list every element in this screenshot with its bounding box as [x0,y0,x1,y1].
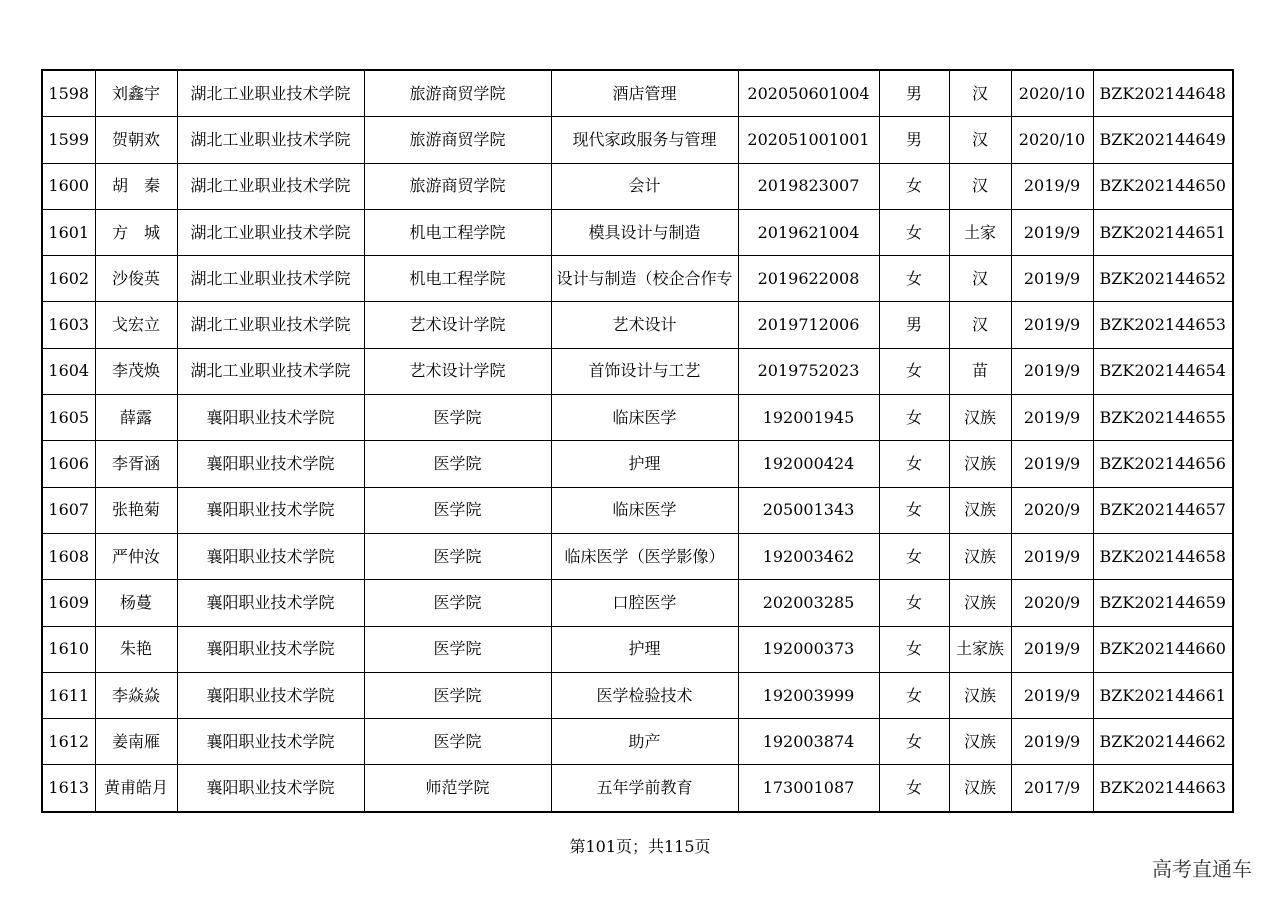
certificate-number-cell: BZK202144654 [1093,348,1233,394]
row-number-cell: 1602 [42,256,95,302]
school-name-cell: 湖北工业职业技术学院 [177,302,364,348]
enrollment-date-cell: 2019/9 [1011,533,1093,579]
ethnicity-cell: 汉族 [949,719,1011,765]
student-name-cell: 李焱焱 [95,672,177,718]
gender-cell: 女 [879,395,949,441]
major-name-cell: 首饰设计与工艺 [551,348,738,394]
certificate-number-cell: BZK202144660 [1093,626,1233,672]
student-id-cell: 192003874 [738,719,879,765]
student-id-cell: 2019621004 [738,209,879,255]
student-name-cell: 张艳菊 [95,487,177,533]
student-id-cell: 202003285 [738,580,879,626]
ethnicity-cell: 汉族 [949,533,1011,579]
enrollment-date-cell: 2020/10 [1011,117,1093,163]
enrollment-date-cell: 2019/9 [1011,719,1093,765]
major-name-cell: 模具设计与制造 [551,209,738,255]
row-number-cell: 1612 [42,719,95,765]
student-name-cell: 贺朝欢 [95,117,177,163]
college-name-cell: 师范学院 [364,765,551,812]
gender-cell: 女 [879,441,949,487]
student-name-cell: 杨蔓 [95,580,177,626]
enrollment-date-cell: 2019/9 [1011,256,1093,302]
ethnicity-cell: 汉 [949,302,1011,348]
ethnicity-cell: 汉 [949,256,1011,302]
student-name-cell: 李茂焕 [95,348,177,394]
certificate-number-cell: BZK202144650 [1093,163,1233,209]
table-row [42,209,1233,255]
college-name-cell: 旅游商贸学院 [364,117,551,163]
school-name-cell: 襄阳职业技术学院 [177,533,364,579]
table-row [42,719,1233,765]
student-name-cell: 朱艳 [95,626,177,672]
major-name-cell: 会计 [551,163,738,209]
gender-cell: 女 [879,163,949,209]
table-row [42,70,1233,117]
student-name-cell: 沙俊英 [95,256,177,302]
major-name-cell: 护理 [551,441,738,487]
college-name-cell: 机电工程学院 [364,209,551,255]
table-row [42,395,1233,441]
gender-cell: 女 [879,719,949,765]
row-number-cell: 1604 [42,348,95,394]
school-name-cell: 襄阳职业技术学院 [177,441,364,487]
row-number-cell: 1601 [42,209,95,255]
student-id-cell: 192003462 [738,533,879,579]
gender-cell: 女 [879,626,949,672]
student-name-cell: 方 城 [95,209,177,255]
enrollment-date-cell: 2017/9 [1011,765,1093,812]
student-id-cell: 2019712006 [738,302,879,348]
school-name-cell: 湖北工业职业技术学院 [177,163,364,209]
major-name-cell: 设计与制造（校企合作专 [551,256,738,302]
certificate-number-cell: BZK202144662 [1093,719,1233,765]
school-name-cell: 襄阳职业技术学院 [177,765,364,812]
ethnicity-cell: 汉 [949,70,1011,117]
certificate-number-cell: BZK202144648 [1093,70,1233,117]
enrollment-date-cell: 2019/9 [1011,441,1093,487]
student-name-cell: 姜南雁 [95,719,177,765]
college-name-cell: 医学院 [364,533,551,579]
student-id-cell: 192003999 [738,672,879,718]
student-id-cell: 2019622008 [738,256,879,302]
certificate-number-cell: BZK202144659 [1093,580,1233,626]
major-name-cell: 临床医学 [551,487,738,533]
table-row [42,302,1233,348]
gender-cell: 女 [879,533,949,579]
student-id-cell: 173001087 [738,765,879,812]
student-id-cell: 192000424 [738,441,879,487]
table-row [42,533,1233,579]
ethnicity-cell: 汉族 [949,672,1011,718]
gender-cell: 女 [879,256,949,302]
school-name-cell: 湖北工业职业技术学院 [177,348,364,394]
certificate-number-cell: BZK202144656 [1093,441,1233,487]
table-row [42,117,1233,163]
ethnicity-cell: 土家族 [949,626,1011,672]
certificate-number-cell: BZK202144651 [1093,209,1233,255]
table-row [42,672,1233,718]
student-id-cell: 202051001001 [738,117,879,163]
college-name-cell: 医学院 [364,719,551,765]
ethnicity-cell: 汉族 [949,765,1011,812]
college-name-cell: 医学院 [364,580,551,626]
row-number-cell: 1613 [42,765,95,812]
student-roster-table [41,69,1234,813]
table-row [42,580,1233,626]
certificate-number-cell: BZK202144649 [1093,117,1233,163]
gender-cell: 女 [879,348,949,394]
college-name-cell: 医学院 [364,487,551,533]
certificate-number-cell: BZK202144655 [1093,395,1233,441]
school-name-cell: 湖北工业职业技术学院 [177,209,364,255]
gender-cell: 女 [879,672,949,718]
school-name-cell: 襄阳职业技术学院 [177,580,364,626]
gender-cell: 男 [879,302,949,348]
ethnicity-cell: 土家 [949,209,1011,255]
student-name-cell: 黄甫皓月 [95,765,177,812]
ethnicity-cell: 汉族 [949,580,1011,626]
roster-body [42,70,1233,812]
row-number-cell: 1609 [42,580,95,626]
student-id-cell: 192000373 [738,626,879,672]
school-name-cell: 襄阳职业技术学院 [177,487,364,533]
college-name-cell: 机电工程学院 [364,256,551,302]
college-name-cell: 艺术设计学院 [364,302,551,348]
college-name-cell: 医学院 [364,626,551,672]
college-name-cell: 医学院 [364,441,551,487]
row-number-cell: 1599 [42,117,95,163]
table-row [42,487,1233,533]
school-name-cell: 襄阳职业技术学院 [177,672,364,718]
school-name-cell: 湖北工业职业技术学院 [177,70,364,117]
row-number-cell: 1603 [42,302,95,348]
major-name-cell: 酒店管理 [551,70,738,117]
enrollment-date-cell: 2020/9 [1011,580,1093,626]
student-id-cell: 2019823007 [738,163,879,209]
enrollment-date-cell: 2019/9 [1011,395,1093,441]
table-row [42,163,1233,209]
major-name-cell: 口腔医学 [551,580,738,626]
certificate-number-cell: BZK202144658 [1093,533,1233,579]
row-number-cell: 1607 [42,487,95,533]
gender-cell: 女 [879,765,949,812]
enrollment-date-cell: 2019/9 [1011,209,1093,255]
ethnicity-cell: 汉 [949,163,1011,209]
student-id-cell: 192001945 [738,395,879,441]
table-row [42,441,1233,487]
college-name-cell: 医学院 [364,395,551,441]
student-name-cell: 薛露 [95,395,177,441]
table-row [42,348,1233,394]
student-id-cell: 2019752023 [738,348,879,394]
school-name-cell: 襄阳职业技术学院 [177,626,364,672]
major-name-cell: 助产 [551,719,738,765]
row-number-cell: 1600 [42,163,95,209]
row-number-cell: 1611 [42,672,95,718]
certificate-number-cell: BZK202144657 [1093,487,1233,533]
student-name-cell: 严仲汝 [95,533,177,579]
page-number: 第101页；共115页 [569,837,711,856]
table-row [42,256,1233,302]
certificate-number-cell: BZK202144652 [1093,256,1233,302]
watermark-logo: 高考直通车 [1152,857,1252,881]
student-name-cell: 李胥涵 [95,441,177,487]
student-name-cell: 戈宏立 [95,302,177,348]
row-number-cell: 1606 [42,441,95,487]
school-name-cell: 湖北工业职业技术学院 [177,117,364,163]
row-number-cell: 1610 [42,626,95,672]
enrollment-date-cell: 2019/9 [1011,302,1093,348]
school-name-cell: 襄阳职业技术学院 [177,719,364,765]
ethnicity-cell: 汉族 [949,487,1011,533]
student-id-cell: 202050601004 [738,70,879,117]
gender-cell: 男 [879,70,949,117]
row-number-cell: 1608 [42,533,95,579]
ethnicity-cell: 汉族 [949,441,1011,487]
ethnicity-cell: 汉族 [949,395,1011,441]
school-name-cell: 湖北工业职业技术学院 [177,256,364,302]
college-name-cell: 艺术设计学院 [364,348,551,394]
major-name-cell: 现代家政服务与管理 [551,117,738,163]
college-name-cell: 旅游商贸学院 [364,163,551,209]
gender-cell: 女 [879,580,949,626]
major-name-cell: 医学检验技术 [551,672,738,718]
row-number-cell: 1605 [42,395,95,441]
student-id-cell: 205001343 [738,487,879,533]
major-name-cell: 临床医学（医学影像） [551,533,738,579]
ethnicity-cell: 苗 [949,348,1011,394]
gender-cell: 女 [879,209,949,255]
table-row [42,765,1233,812]
enrollment-date-cell: 2019/9 [1011,163,1093,209]
gender-cell: 女 [879,487,949,533]
major-name-cell: 临床医学 [551,395,738,441]
ethnicity-cell: 汉 [949,117,1011,163]
row-number-cell: 1598 [42,70,95,117]
college-name-cell: 旅游商贸学院 [364,70,551,117]
college-name-cell: 医学院 [364,672,551,718]
gender-cell: 男 [879,117,949,163]
school-name-cell: 襄阳职业技术学院 [177,395,364,441]
enrollment-date-cell: 2019/9 [1011,672,1093,718]
major-name-cell: 五年学前教育 [551,765,738,812]
table-row [42,626,1233,672]
enrollment-date-cell: 2020/9 [1011,487,1093,533]
major-name-cell: 护理 [551,626,738,672]
student-name-cell: 胡 秦 [95,163,177,209]
enrollment-date-cell: 2019/9 [1011,348,1093,394]
student-name-cell: 刘鑫宇 [95,70,177,117]
certificate-number-cell: BZK202144663 [1093,765,1233,812]
certificate-number-cell: BZK202144653 [1093,302,1233,348]
certificate-number-cell: BZK202144661 [1093,672,1233,718]
major-name-cell: 艺术设计 [551,302,738,348]
enrollment-date-cell: 2020/10 [1011,70,1093,117]
enrollment-date-cell: 2019/9 [1011,626,1093,672]
